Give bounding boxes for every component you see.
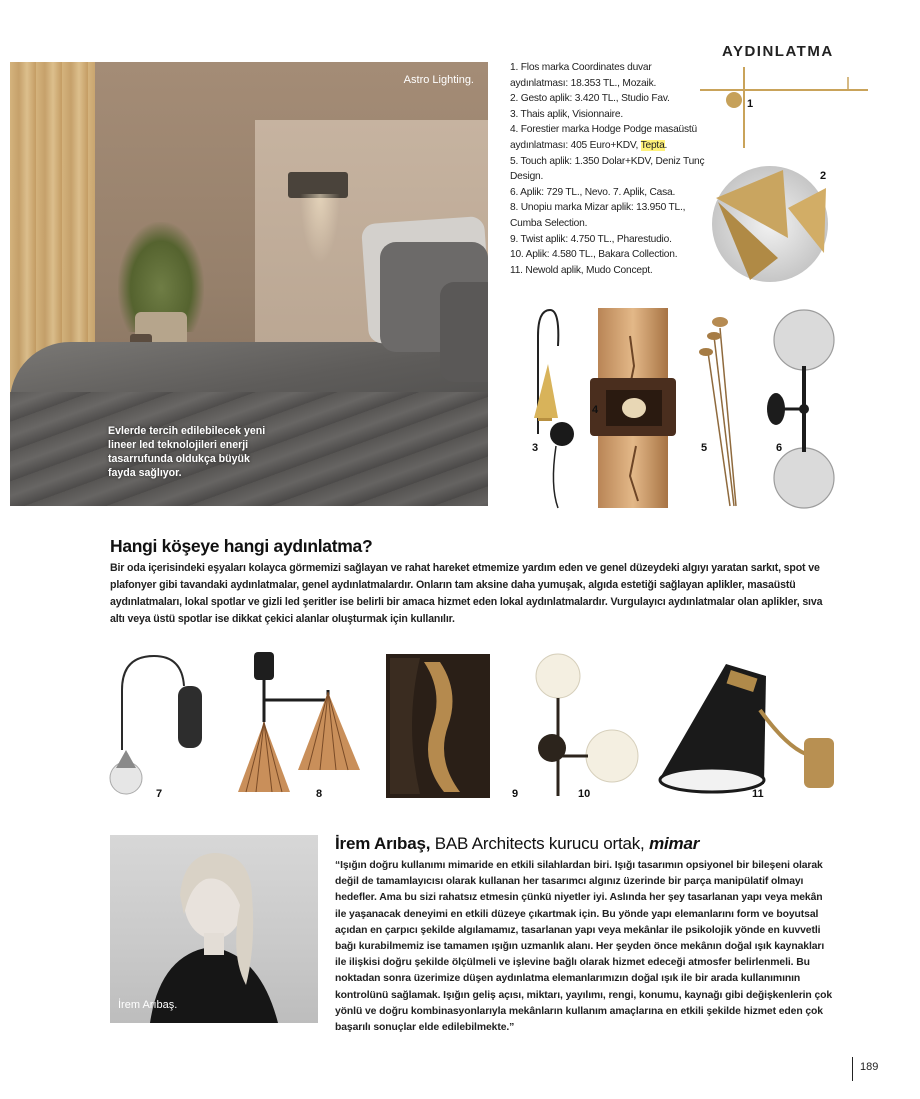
highlighted-text: Tepta <box>640 139 665 151</box>
interviewee-role: mimar <box>649 834 700 853</box>
product-item: 4. Forestier marka Hodge Podge masaüstü aydınlatması: 405 Euro+KDV, Tepta. <box>510 124 697 151</box>
interview-quote: “Işığın doğru kullanımı mimaride en etkili silahlardan biri. Işığı tasarımın opsiyonel bir bileşeni olarak değil de tamamlayıcısı olarak kullanan her tasarımcı algınız üzerinde bir parça manipülatif olmayı hedefler. Ama bu sizi rahatsız etmesin çünkü niyetler iyi. Aslında her şey tasarlanan yapı veya mekân ile yaşanacak deneyimi en etkili düzeye çıkartmak için. Bu yönde yapı elemanlarını form ve boyutsal açıdan en çarpıcı şekilde algılamamız, tasarlanan yapı veya mekânlar ile psikolojik yönde en kuvvetli bağı kurabilmemiz ise tamamen ışığın uzmanlık alanı. Her şeyden önce mekânın doğal ışık kaynakları ile ilişkisi doğru şekilde ölçülmeli ve işlevine bağlı olarak hizmet edeceği atmosfer belirlenmeli. Bu noktadan sonra üzerimize düşen aydınlatma elemanlarımızın doğal ışık ile bir arada kullanımının kontrolünü sağlamak. Işığın geliş açısı, miktarı, yayılımı, rengi, konumu, kaynağı gibi değişkenlerin çok yönlü ve doğru kombinasyonlarıyla mekânların kullanım amaçlarına en etkili şekilde hizmet eden çok başarılı sonuçlar elde edilebilmekte.” <box>335 860 833 1034</box>
product-2-image <box>708 158 828 288</box>
product-3-image <box>500 306 580 511</box>
product-list <box>510 60 706 278</box>
interviewee-affiliation: BAB Architects kurucu ortak, <box>430 834 650 853</box>
product-number: 3 <box>532 442 539 454</box>
product-7-image <box>108 650 218 800</box>
section-label: AYDINLATMA <box>722 43 834 60</box>
interview-title <box>335 834 699 854</box>
product-1-image <box>698 62 870 152</box>
product-item: 6. Aplik: 729 TL., Nevo. 7. Aplik, Casa. <box>510 186 676 198</box>
product-number: 1 <box>747 98 754 110</box>
product-9-image <box>384 652 494 802</box>
lamp-glow-shape <box>300 194 340 264</box>
product-number: 4 <box>592 404 599 416</box>
pillow-shape <box>440 282 488 382</box>
product-number: 5 <box>701 442 708 454</box>
product-number: 8 <box>316 788 323 800</box>
product-item: 8. Unopiu marka Mizar aplik: 13.950 TL., Cumba Selection. <box>510 202 686 229</box>
product-4-image <box>590 306 680 512</box>
page-number: 189 <box>860 1061 879 1073</box>
product-item: 9. Twist aplik: 4.750 TL., Pharestudio. <box>510 233 672 245</box>
product-item: 3. Thais aplik, Visionnaire. <box>510 108 623 120</box>
product-number: 6 <box>776 442 783 454</box>
product-item: 11. Newold aplik, Mudo Concept. <box>510 264 653 276</box>
product-11-image <box>656 650 840 800</box>
photo-caption: Evlerde tercih edilebilecek yeni lineer led teknolojileri enerji tasarrufunda oldukça büyük fayda sağlıyor. <box>108 425 266 479</box>
product-item: 10. Aplik: 4.580 TL., Bakara Collection. <box>510 249 678 261</box>
product-item: 1. Flos marka Coordinates duvar aydınlatması: 18.353 TL., Mozaik. <box>510 62 657 89</box>
product-8-image <box>228 650 370 800</box>
portrait-caption: İrem Arıbaş. <box>118 999 178 1011</box>
photo-credit: Astro Lighting. <box>403 74 474 86</box>
product-number: 10 <box>578 788 591 800</box>
interviewee-name: İrem Arıbaş, <box>335 834 431 853</box>
product-6-image <box>764 306 844 512</box>
product-item: 5. Touch aplik: 1.350 Dolar+KDV, Deniz Tunç Design. <box>510 155 705 183</box>
product-number: 2 <box>820 170 827 182</box>
article-title: Hangi köşeye hangi aydınlatma? <box>110 536 373 556</box>
product-number: 9 <box>512 788 519 800</box>
portrait-figure <box>110 835 318 1023</box>
product-5-image <box>692 306 752 512</box>
article-body: Bir oda içerisindeki eşyaları kolayca görmemizi sağlayan ve rahat hareket etmemize yardım eden ve genel düzeydeki algıyı yaratan sarkıt, spot ve plafonyer gibi tavandaki aydınlatmalar, genel aydınlatmalardır. Onların tam aksine daha yumuşak, algıda estetiği sağlayan aplikler, masaüstü aydınlatmaları, lokal spotlar ve gizli led şeritler ise belirli bir amaca hizmet eden lokal aydınlatmalardır. Vurgulayıcı aydınlatmalar olan aplikler, sıva altı veya üstü spotlar ise dikkat çekici alanlar oluşturmak için kullanılır. <box>110 562 823 625</box>
portrait-photo <box>110 835 318 1023</box>
page-number-rule <box>852 1057 853 1081</box>
product-item: 2. Gesto aplik: 3.420 TL., Studio Fav. <box>510 93 670 105</box>
product-number: 7 <box>156 788 163 800</box>
product-10-image <box>532 650 644 800</box>
product-number: 11 <box>752 788 764 800</box>
hero-photo <box>10 62 488 506</box>
